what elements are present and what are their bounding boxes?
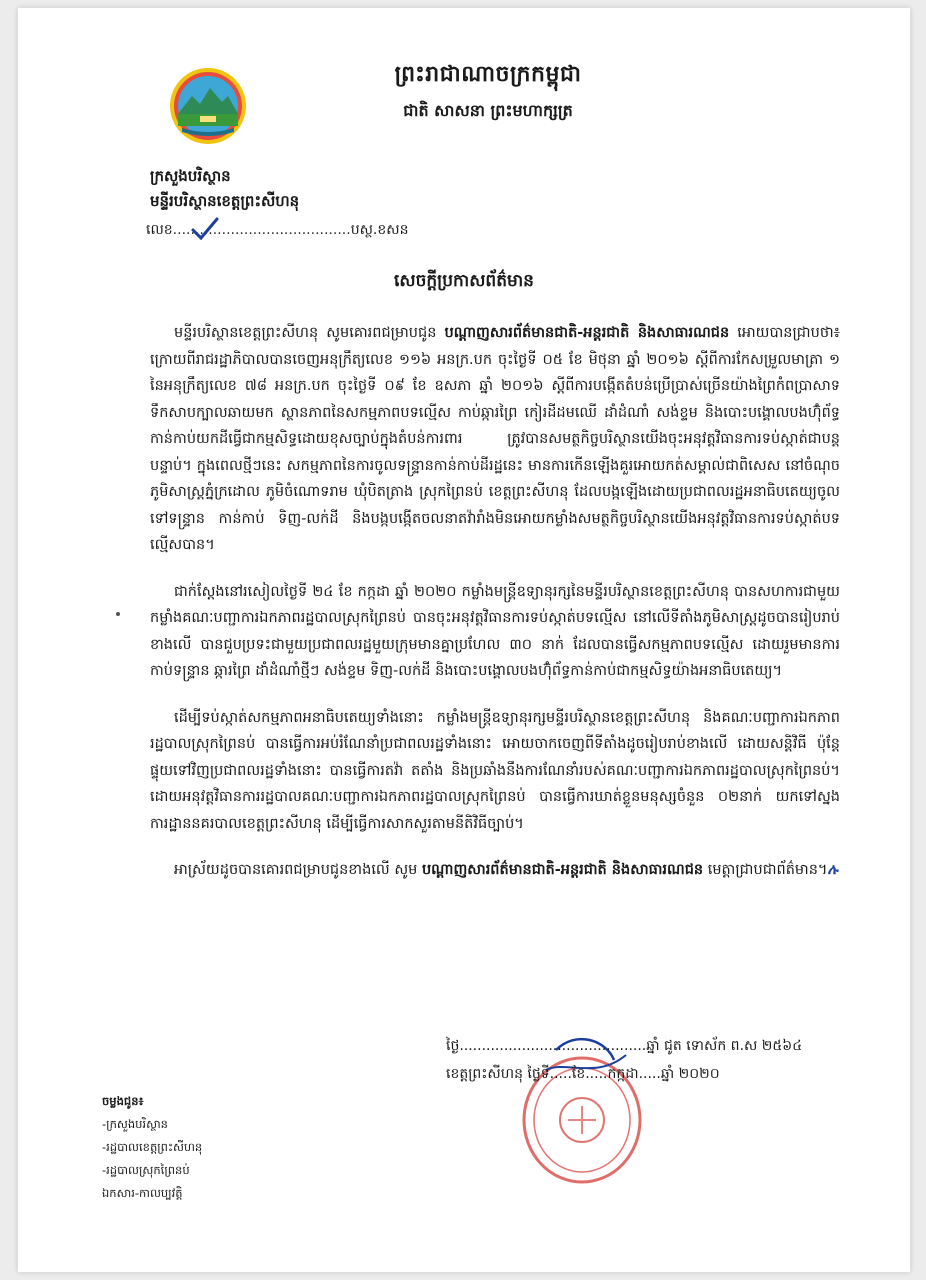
paragraph-1: មន្ទីរបរិស្ថានខេត្តព្រះសីហនុ សូមគោរពជម្រាបជូន បណ្ដាញសារព័ត៌មានជាតិ-អន្តរជាតិ និងសាធារណជន អោយបានជ្រាបថា៖ ក្រោយពីរាជរដ្ឋាភិបាលបានចេញអនុក្រឹត្យលេខ ១១៦ អនក្រ.បក ចុះថ្ងៃទី ០៥ ខែ មិថុនា ឆ្នាំ ២០១៦ ស្ដីពីការកែសម្រួលមាត្រា ១ នៃអនុក្រឹត្យលេខ ៧៨ អនក្រ.បក ចុះថ្ងៃទី ០៩ ខែ ឧសភា ឆ្នាំ ២០១៦ ស្ដីពីការបង្កើតតំបន់ប្រើប្រាស់ច្រើនយ៉ាងព្រៃកំពប្រាសាទទឹកសាបក្បាលឆាយមក ស្ថានភាពនៃសកម្មភាពបទល្មើស កាប់ឆ្ការព្រៃ កៀរដីដមឈើ ដាំដំណាំ សង់ខ្ទម និងបោះបង្គោលបងហ៊ុំព័ទ្ធកាន់កាប់យកដីធ្វើជាកម្មសិទ្ធដោយខុសច្បាប់ក្នុងតំបន់ការពារ ត្រូវបានសមត្ថកិច្ចបរិស្ថានយើងចុះអនុវត្តវិធានការទប់ស្កាត់ជាបន្តបន្ទាប់។ ក្នុងពេលថ្មីៗនេះ សកម្មភាពនៃការចូលទន្រ្ទានកាន់កាប់ដីរដ្ឋនេះ មានការកើនឡើងគួរអោយកត់សម្គាល់ជាពិសេស នៅចំណុចភូមិសាស្ត្រភ្នំក្រដោល ភូមិចំណោទរាម ឃុំបិតត្រាង ស្រុកព្រៃនប់ ខេត្តព្រះសីហនុ ដែលបង្កឡើងដោយប្រជាពលរដ្ឋអនាធិបតេយ្យចូលទៅទន្រ្ទាន កាន់កាប់ ទិញ-លក់ដី និងបង្កបង្កើតចលនាតវ៉ារាំងមិនអោយកម្លាំងសមត្ថកិច្ចបរិស្ថានយើងអនុវត្តវិធានការទប់ស្កាត់បទល្មើសបាន។ bbox=[150, 325, 840, 553]
national-motto: ជាតិ សាសនា ព្រះមហាក្សត្រ bbox=[403, 101, 573, 120]
date-block bbox=[446, 1032, 866, 1088]
department-name: មន្ទីរបរិស្ថានខេត្តព្រះសីហនុ bbox=[150, 192, 300, 210]
document-page bbox=[18, 8, 910, 1272]
recipient-bold-2: បណ្ដាញសារព័ត៌មានជាតិ-អន្តរជាតិ និងសាធារណជន bbox=[421, 862, 704, 878]
ref-prefix: លេខ bbox=[146, 222, 173, 238]
paragraph-4: អាស្រ័យដូចបានគោរពជម្រាបជូនខាងលើ សូម បណ្ដាញសារព័ត៌មានជាតិ-អន្តរជាតិ និងសាធារណជន មេត្តាជ្រាបជាព័ត៌មាន។ሉ bbox=[174, 862, 838, 878]
cc-item: ឯកសារ-កាលប្បវត្តិ bbox=[102, 1186, 183, 1200]
ministry-name: ក្រសួងបរិស្ថាន bbox=[150, 167, 231, 185]
cc-list bbox=[102, 1090, 202, 1205]
reference-number bbox=[146, 220, 408, 241]
document-body bbox=[150, 320, 840, 884]
cc-item: -រដ្ឋបាលខេត្តព្រះសីហនុ bbox=[102, 1140, 203, 1154]
cc-heading: ចម្លងជូន៖ bbox=[102, 1094, 144, 1108]
document-title: សេចក្ដីប្រកាសព័ត៌មាន bbox=[394, 271, 534, 291]
ministry-logo bbox=[168, 66, 248, 146]
lunar-date: ថ្ងៃ..........................................ឆ្នាំ ជូត ទោស័ក ព.ស ២៥៦៤ bbox=[446, 1038, 803, 1054]
paragraph-2: ជាក់ស្ដែងនៅរសៀលថ្ងៃទី ២៤ ខែ កក្កដា ឆ្នាំ ២០២០ កម្លាំងមន្ត្រីឧទ្យានុរក្សនៃមន្ទីរបរិស្ថានខេត្តព្រះសីហនុ បានសហការជាមួយកម្លាំងគណៈបញ្ជាការឯកភាពរដ្ឋបាលស្រុកព្រៃនប់ បានចុះអនុវត្តវិធានការទប់ស្កាត់បទល្មើស នៅលើទីតាំងភូមិសាស្ត្រដូចបានរៀបរាប់ខាងលើ បានជួបប្រទះជាមួយប្រជាពលរដ្ឋមួយក្រុមមានគ្នាប្រហែល ៣០ នាក់ ដែលបានធ្វើសកម្មភាពបទល្មើស ដោយរួមមានការកាប់ទន្រ្ទាន ឆ្ការព្រៃ ដាំដំណាំថ្មីៗ សង់ខ្ទម ទិញ-លក់ដី និងបោះបង្គោលបងហ៊ុំព័ទ្ធកាន់កាប់ជាកម្មសិទ្ធយ៉ាងអនាធិបតេយ្យ។ bbox=[150, 583, 840, 679]
ref-dots: ........................................ bbox=[172, 222, 351, 238]
ink-dot bbox=[116, 612, 120, 616]
solar-date: ខេត្តព្រះសីហនុ ថ្ងៃទី.....ខែ.....កក្កដា.....ឆ្នាំ ២០២០ bbox=[446, 1066, 720, 1082]
kingdom-heading bbox=[348, 60, 628, 124]
paragraph-3: ដើម្បីទប់ស្កាត់សកម្មភាពអនាធិបតេយ្យទាំងនោះ កម្លាំងមន្ត្រីឧទ្យានុរក្សមន្ទីរបរិស្ថានខេត្តព្រះសីហនុ និងគណៈបញ្ជាការឯកភាពរដ្ឋបាលស្រុកព្រៃនប់ បានធ្វើការអប់រំណែនាំប្រជាពលរដ្ឋទាំងនោះ អោយចាកចេញពីទីតាំងដូចរៀបរាប់ខាងលើ ដោយសន្តិវិធី ប៉ុន្តែផ្ទុយទៅវិញប្រជាពលរដ្ឋទាំងនោះ បានធ្វើការតវ៉ា តតាំង និងប្រឆាំងនឹងការណែនាំរបស់គណៈបញ្ជាការឯកភាពរដ្ឋបាលស្រុកព្រៃនប់។ ដោយអនុវត្តវិធានការរដ្ឋបាលគណៈបញ្ជាការឯកភាពរដ្ឋបាលស្រុកព្រៃនប់ បានធ្វើការឃាត់ខ្លួនមនុស្សចំនួន ០២នាក់ យកទៅស្នងការដ្ឋាននគរបាលខេត្តព្រះសីហនុ ដើម្បីធ្វើការសាកសួរតាមនីតិវិធីច្បាប់។ bbox=[150, 709, 840, 832]
recipient-bold: បណ្ដាញសារព័ត៌មានជាតិ-អន្តរជាតិ និងសាធារណជន bbox=[444, 325, 730, 341]
initial-mark: ሉ bbox=[827, 862, 838, 878]
ref-suffix: បស្ថ.ខសន bbox=[350, 222, 409, 238]
ministry-heading bbox=[150, 164, 350, 214]
kingdom-title: ព្រះរាជាណាចក្រកម្ពុជា bbox=[394, 61, 582, 87]
cc-item: -រដ្ឋបាលស្រុកព្រៃនប់ bbox=[102, 1163, 190, 1177]
checkmark-icon bbox=[190, 216, 220, 242]
cc-item: -ក្រសួងបរិស្ថាន bbox=[102, 1117, 168, 1131]
